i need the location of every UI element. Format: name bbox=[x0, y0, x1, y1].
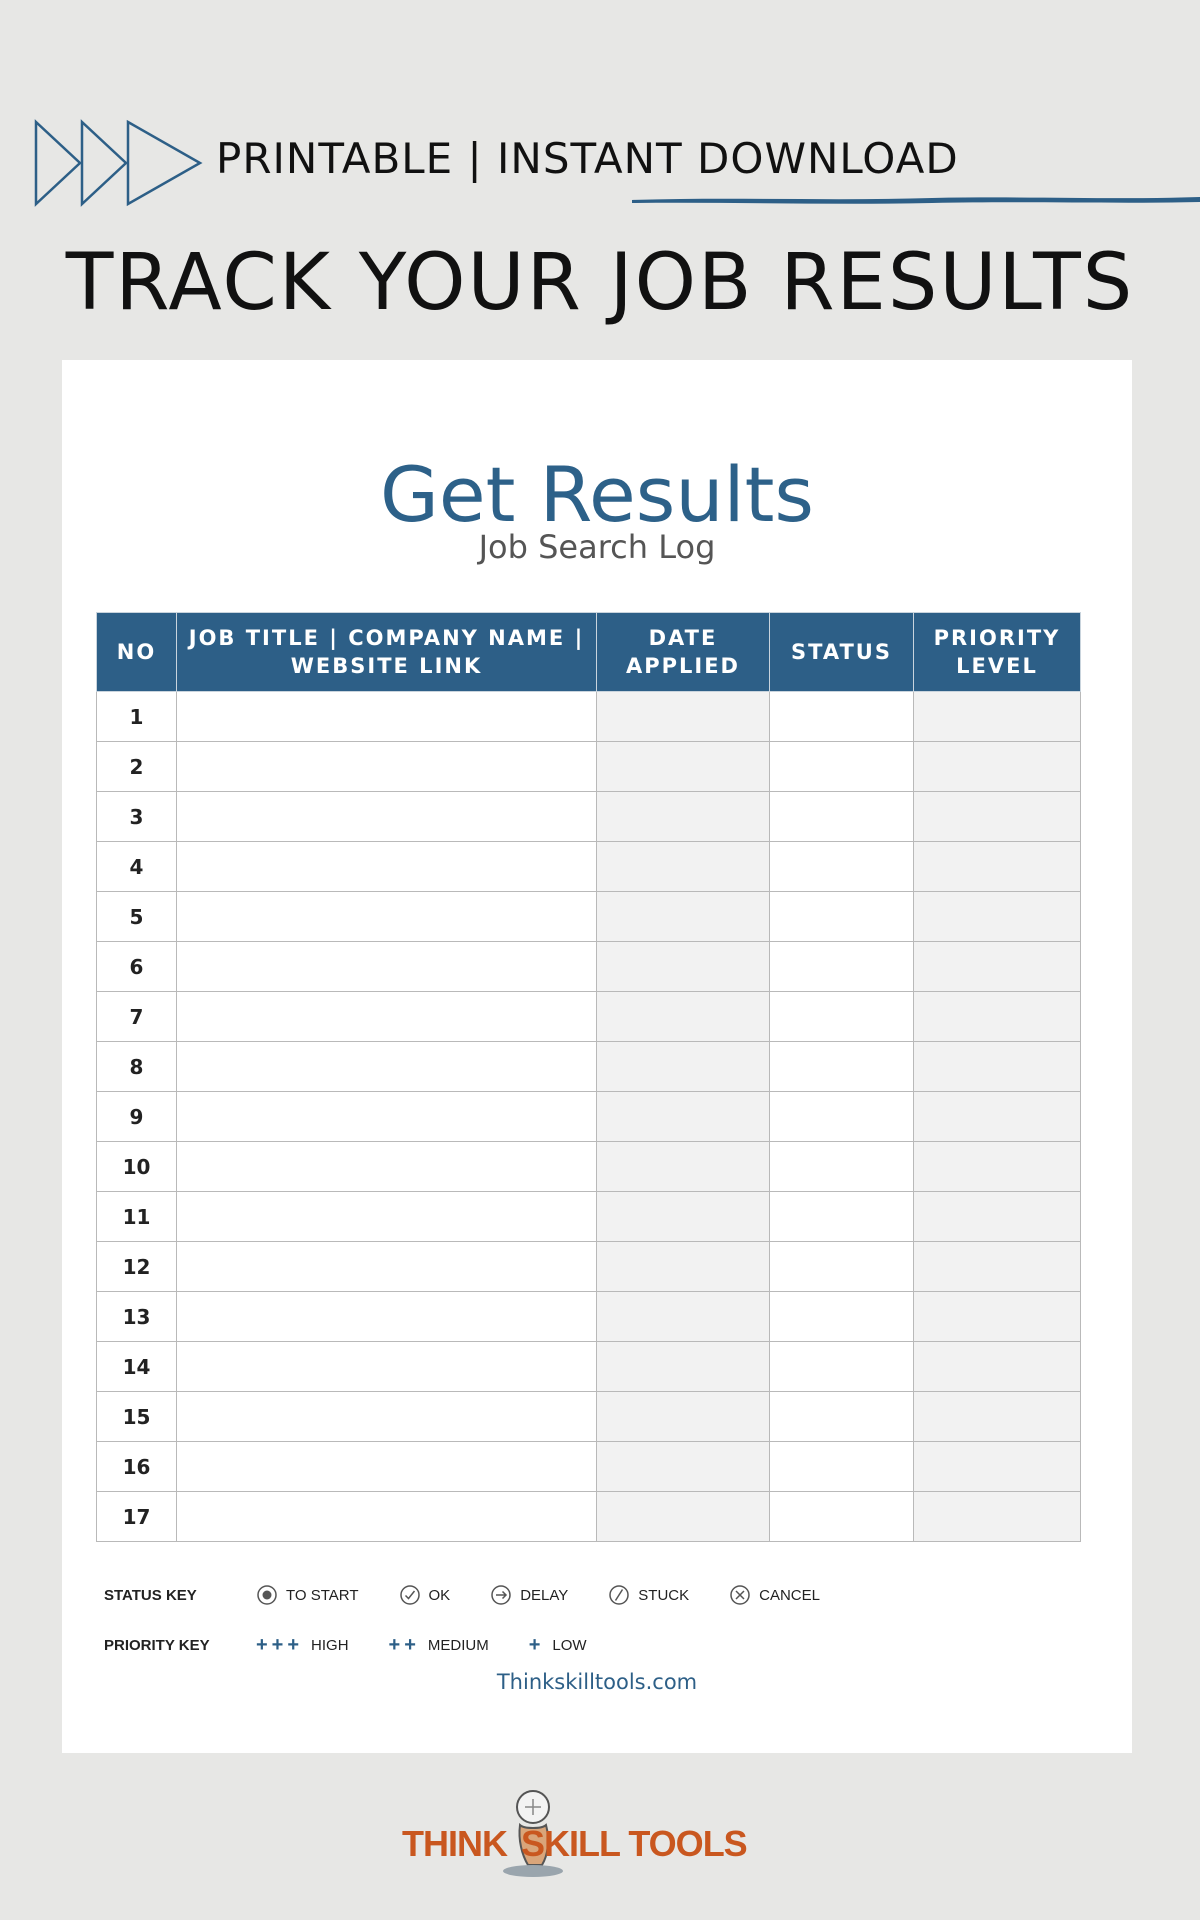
key-stuck bbox=[608, 1584, 689, 1606]
priority-cell[interactable] bbox=[914, 892, 1081, 942]
triple-arrow-icon bbox=[34, 118, 204, 208]
row-number: 7 bbox=[97, 992, 177, 1042]
row-number: 5 bbox=[97, 892, 177, 942]
col-header-job-title: JOB TITLE | COMPANY NAME | WEBSITE LINK bbox=[177, 613, 597, 692]
job-title-cell[interactable] bbox=[177, 892, 597, 942]
date-applied-cell[interactable] bbox=[597, 1392, 770, 1442]
tagline: PRINTABLE | INSTANT DOWNLOAD bbox=[216, 134, 959, 183]
job-title-cell[interactable] bbox=[177, 1342, 597, 1392]
key-medium bbox=[389, 1634, 489, 1657]
date-applied-cell[interactable] bbox=[597, 992, 770, 1042]
row-number: 2 bbox=[97, 742, 177, 792]
key-stuck-label: STUCK bbox=[638, 1586, 690, 1604]
key-high-label: HIGH bbox=[311, 1636, 349, 1654]
priority-cell[interactable] bbox=[914, 1292, 1081, 1342]
priority-cell[interactable] bbox=[914, 1092, 1081, 1142]
job-title-cell[interactable] bbox=[177, 742, 597, 792]
status-cell[interactable] bbox=[770, 1092, 914, 1142]
status-cell[interactable] bbox=[770, 1192, 914, 1242]
date-applied-cell[interactable] bbox=[597, 1242, 770, 1292]
key-to-start bbox=[256, 1584, 359, 1606]
key-low-label: LOW bbox=[552, 1636, 587, 1654]
status-cell[interactable] bbox=[770, 1492, 914, 1542]
row-number: 17 bbox=[97, 1492, 177, 1542]
priority-cell[interactable] bbox=[914, 942, 1081, 992]
priority-cell[interactable] bbox=[914, 1342, 1081, 1392]
date-applied-cell[interactable] bbox=[597, 1142, 770, 1192]
table-row bbox=[97, 1442, 1081, 1492]
priority-cell[interactable] bbox=[914, 842, 1081, 892]
high-plus-icon: +++ bbox=[256, 1633, 304, 1656]
medium-plus-icon: ++ bbox=[388, 1633, 420, 1656]
row-number: 15 bbox=[97, 1392, 177, 1442]
table-row bbox=[97, 1142, 1081, 1192]
key-delay-label: DELAY bbox=[520, 1586, 569, 1604]
priority-cell[interactable] bbox=[914, 742, 1081, 792]
priority-cell[interactable] bbox=[914, 692, 1081, 742]
key-cancel bbox=[729, 1584, 820, 1606]
date-applied-cell[interactable] bbox=[597, 1442, 770, 1492]
row-number: 3 bbox=[97, 792, 177, 842]
date-applied-cell[interactable] bbox=[597, 1092, 770, 1142]
table-row bbox=[97, 742, 1081, 792]
priority-cell[interactable] bbox=[914, 1192, 1081, 1242]
check-circle-icon bbox=[399, 1584, 421, 1606]
priority-key-label: PRIORITY KEY bbox=[104, 1636, 210, 1654]
status-cell[interactable] bbox=[770, 1042, 914, 1092]
col-header-date-applied: DATE APPLIED bbox=[597, 613, 770, 692]
priority-cell[interactable] bbox=[914, 792, 1081, 842]
table-row bbox=[97, 1292, 1081, 1342]
row-number: 9 bbox=[97, 1092, 177, 1142]
status-cell[interactable] bbox=[770, 1442, 914, 1492]
job-title-cell[interactable] bbox=[177, 842, 597, 892]
job-title-cell[interactable] bbox=[177, 1142, 597, 1192]
table-row bbox=[97, 892, 1081, 942]
job-title-cell[interactable] bbox=[177, 792, 597, 842]
status-cell[interactable] bbox=[770, 1142, 914, 1192]
job-title-cell[interactable] bbox=[177, 1442, 597, 1492]
row-number: 11 bbox=[97, 1192, 177, 1242]
priority-cell[interactable] bbox=[914, 1142, 1081, 1192]
key-low bbox=[529, 1634, 587, 1657]
job-log-table bbox=[96, 612, 1081, 1542]
priority-cell[interactable] bbox=[914, 1492, 1081, 1542]
date-applied-cell[interactable] bbox=[597, 892, 770, 942]
status-cell[interactable] bbox=[770, 892, 914, 942]
job-title-cell[interactable] bbox=[177, 1192, 597, 1242]
job-title-cell[interactable] bbox=[177, 1042, 597, 1092]
status-cell[interactable] bbox=[770, 742, 914, 792]
status-cell[interactable] bbox=[770, 1292, 914, 1342]
key-cancel-label: CANCEL bbox=[759, 1586, 820, 1604]
website-link[interactable]: Thinkskilltools.com bbox=[496, 1670, 698, 1694]
job-title-cell[interactable] bbox=[177, 1492, 597, 1542]
table-row bbox=[97, 1242, 1081, 1292]
priority-cell[interactable] bbox=[914, 992, 1081, 1042]
logo-wordmark bbox=[402, 1823, 747, 1865]
job-title-cell[interactable] bbox=[177, 1092, 597, 1142]
job-title-cell[interactable] bbox=[177, 942, 597, 992]
brush-stroke-underline bbox=[632, 192, 1200, 206]
status-cell[interactable] bbox=[770, 792, 914, 842]
sheet-title: Get Results bbox=[379, 450, 815, 539]
row-number: 12 bbox=[97, 1242, 177, 1292]
key-to-start-label: TO START bbox=[286, 1586, 359, 1604]
sheet-subtitle: Job Search Log bbox=[478, 528, 716, 566]
date-applied-cell[interactable] bbox=[597, 1342, 770, 1392]
status-key bbox=[104, 1580, 860, 1610]
status-key-label: STATUS KEY bbox=[104, 1586, 197, 1604]
status-cell[interactable] bbox=[770, 942, 914, 992]
headline: TRACK YOUR JOB RESULTS bbox=[65, 238, 1135, 328]
row-number: 1 bbox=[97, 692, 177, 742]
key-high bbox=[256, 1634, 349, 1657]
table-row bbox=[97, 692, 1081, 742]
date-applied-cell[interactable] bbox=[597, 742, 770, 792]
row-number: 6 bbox=[97, 942, 177, 992]
status-cell[interactable] bbox=[770, 992, 914, 1042]
date-applied-cell[interactable] bbox=[597, 1492, 770, 1542]
table-body bbox=[97, 692, 1081, 1542]
col-header-status: STATUS bbox=[770, 613, 914, 692]
to-start-icon bbox=[256, 1584, 278, 1606]
key-ok-label: OK bbox=[428, 1586, 451, 1604]
table-row bbox=[97, 1092, 1081, 1142]
table-row bbox=[97, 1492, 1081, 1542]
job-title-cell[interactable] bbox=[177, 692, 597, 742]
row-number: 8 bbox=[97, 1042, 177, 1092]
date-applied-cell[interactable] bbox=[597, 842, 770, 892]
table-row bbox=[97, 942, 1081, 992]
job-title-cell[interactable] bbox=[177, 992, 597, 1042]
arrow-circle-icon bbox=[490, 1584, 512, 1606]
logo-think: THINK bbox=[402, 1823, 507, 1864]
x-circle-icon bbox=[729, 1584, 751, 1606]
think-skill-tools-logo bbox=[390, 1785, 810, 1880]
date-applied-cell[interactable] bbox=[597, 942, 770, 992]
table-row bbox=[97, 992, 1081, 1042]
job-title-cell[interactable] bbox=[177, 1392, 597, 1442]
priority-cell[interactable] bbox=[914, 1042, 1081, 1092]
job-title-cell[interactable] bbox=[177, 1292, 597, 1342]
date-applied-cell[interactable] bbox=[597, 692, 770, 742]
priority-cell[interactable] bbox=[914, 1242, 1081, 1292]
status-cell[interactable] bbox=[770, 1242, 914, 1292]
status-cell[interactable] bbox=[770, 1342, 914, 1392]
date-applied-cell[interactable] bbox=[597, 1192, 770, 1242]
priority-cell[interactable] bbox=[914, 1442, 1081, 1492]
key-ok bbox=[399, 1584, 451, 1606]
priority-cell[interactable] bbox=[914, 1392, 1081, 1442]
status-cell[interactable] bbox=[770, 842, 914, 892]
status-cell[interactable] bbox=[770, 692, 914, 742]
row-number: 13 bbox=[97, 1292, 177, 1342]
row-number: 4 bbox=[97, 842, 177, 892]
date-applied-cell[interactable] bbox=[597, 1292, 770, 1342]
logo-skill-tools: SKILL TOOLS bbox=[521, 1823, 747, 1864]
job-title-cell[interactable] bbox=[177, 1242, 597, 1292]
date-applied-cell[interactable] bbox=[597, 792, 770, 842]
printable-sheet bbox=[62, 360, 1132, 1753]
status-cell[interactable] bbox=[770, 1392, 914, 1442]
key-delay bbox=[490, 1584, 568, 1606]
table-row bbox=[97, 1192, 1081, 1242]
table-row bbox=[97, 1042, 1081, 1092]
row-number: 10 bbox=[97, 1142, 177, 1192]
low-plus-icon: + bbox=[528, 1633, 545, 1656]
col-header-priority: PRIORITY LEVEL bbox=[914, 613, 1081, 692]
table-row bbox=[97, 1342, 1081, 1392]
col-header-no: NO bbox=[97, 613, 177, 692]
table-row bbox=[97, 842, 1081, 892]
row-number: 16 bbox=[97, 1442, 177, 1492]
slash-circle-icon bbox=[608, 1584, 630, 1606]
table-row bbox=[97, 792, 1081, 842]
key-medium-label: MEDIUM bbox=[427, 1636, 489, 1654]
priority-key bbox=[104, 1630, 627, 1660]
table-row bbox=[97, 1392, 1081, 1442]
date-applied-cell[interactable] bbox=[597, 1042, 770, 1092]
table-header-row bbox=[97, 613, 1081, 692]
row-number: 14 bbox=[97, 1342, 177, 1392]
